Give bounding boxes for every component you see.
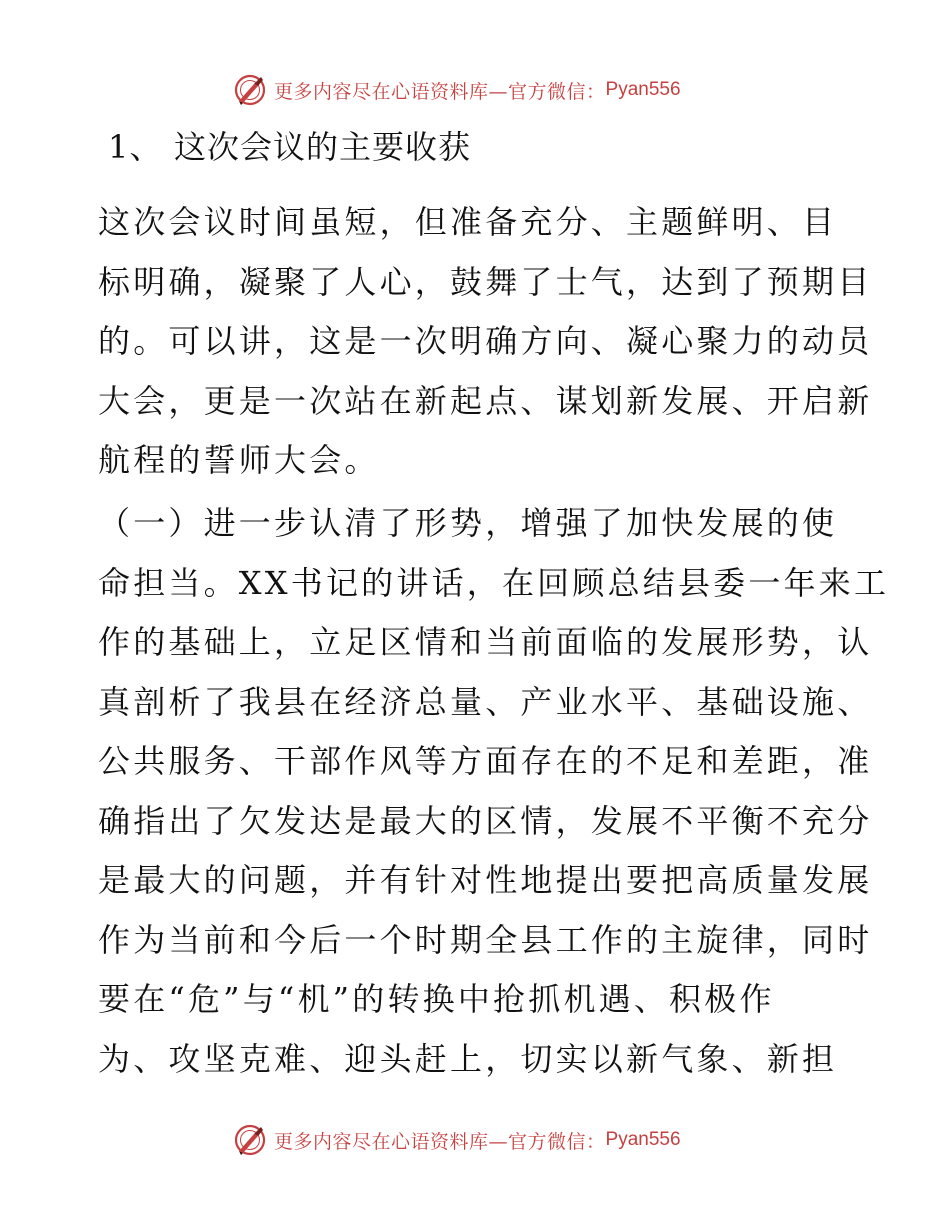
text-line: 命担当。XX书记的讲话，在回顾总结县委一年来工 xyxy=(98,563,890,602)
text-line: 公共服务、干部作风等方面存在的不足和差距，准 xyxy=(98,742,873,780)
text-line: （一）进一步认清了形势，增强了加快发展的使 xyxy=(98,504,838,542)
text-line: 要在“危”与“机”的转换中抢抓机遇、积极作 xyxy=(98,980,775,1018)
watermark-text: 更多内容尽在心语资料库—官方微信： xyxy=(274,80,606,103)
text-line: 标明确，凝聚了人心，鼓舞了士气，达到了预期目 xyxy=(98,262,873,301)
watermark-wechat-id: Pyan556 xyxy=(605,1129,681,1150)
text-line: 大会，更是一次站在新起点、谋划新发展、开启新 xyxy=(98,381,873,420)
section-heading xyxy=(108,122,471,172)
pen-logo-icon xyxy=(232,1122,268,1158)
text-line: 的。可以讲，这是一次明确方向、凝心聚力的动员 xyxy=(98,322,873,360)
text-line: 确指出了欠发达是最大的区情，发展不平衡不充分 xyxy=(98,801,873,840)
section-title: 这次会议的主要收获 xyxy=(174,128,472,166)
text-line: 航程的誓师大会。 xyxy=(98,441,380,479)
text-line: 是最大的问题，并有针对性地提出要把高质量发展 xyxy=(98,861,873,899)
text-line: 为、攻坚克难、迎头赶上，切实以新气象、新担 xyxy=(98,1039,838,1078)
paragraph-point-one xyxy=(98,494,890,1089)
watermark-wechat-id: Pyan556 xyxy=(605,79,681,100)
watermark-text: 更多内容尽在心语资料库—官方微信： xyxy=(274,1130,606,1153)
text-line: 真剖析了我县在经济总量、产业水平、基础设施、 xyxy=(98,682,873,721)
text-line: 作为当前和今后一个时期全县工作的主旋律，同时 xyxy=(98,920,873,959)
header-watermark xyxy=(232,72,681,108)
text-line: 这次会议时间虽短，但准备充分、主题鲜明、目 xyxy=(98,203,838,241)
section-number: 1、 xyxy=(108,128,163,166)
text-line: 作的基础上，立足区情和当前面临的发展形势，认 xyxy=(98,623,873,661)
footer-watermark xyxy=(232,1122,681,1158)
paragraph-summary xyxy=(98,193,873,491)
pen-logo-icon xyxy=(232,72,268,108)
